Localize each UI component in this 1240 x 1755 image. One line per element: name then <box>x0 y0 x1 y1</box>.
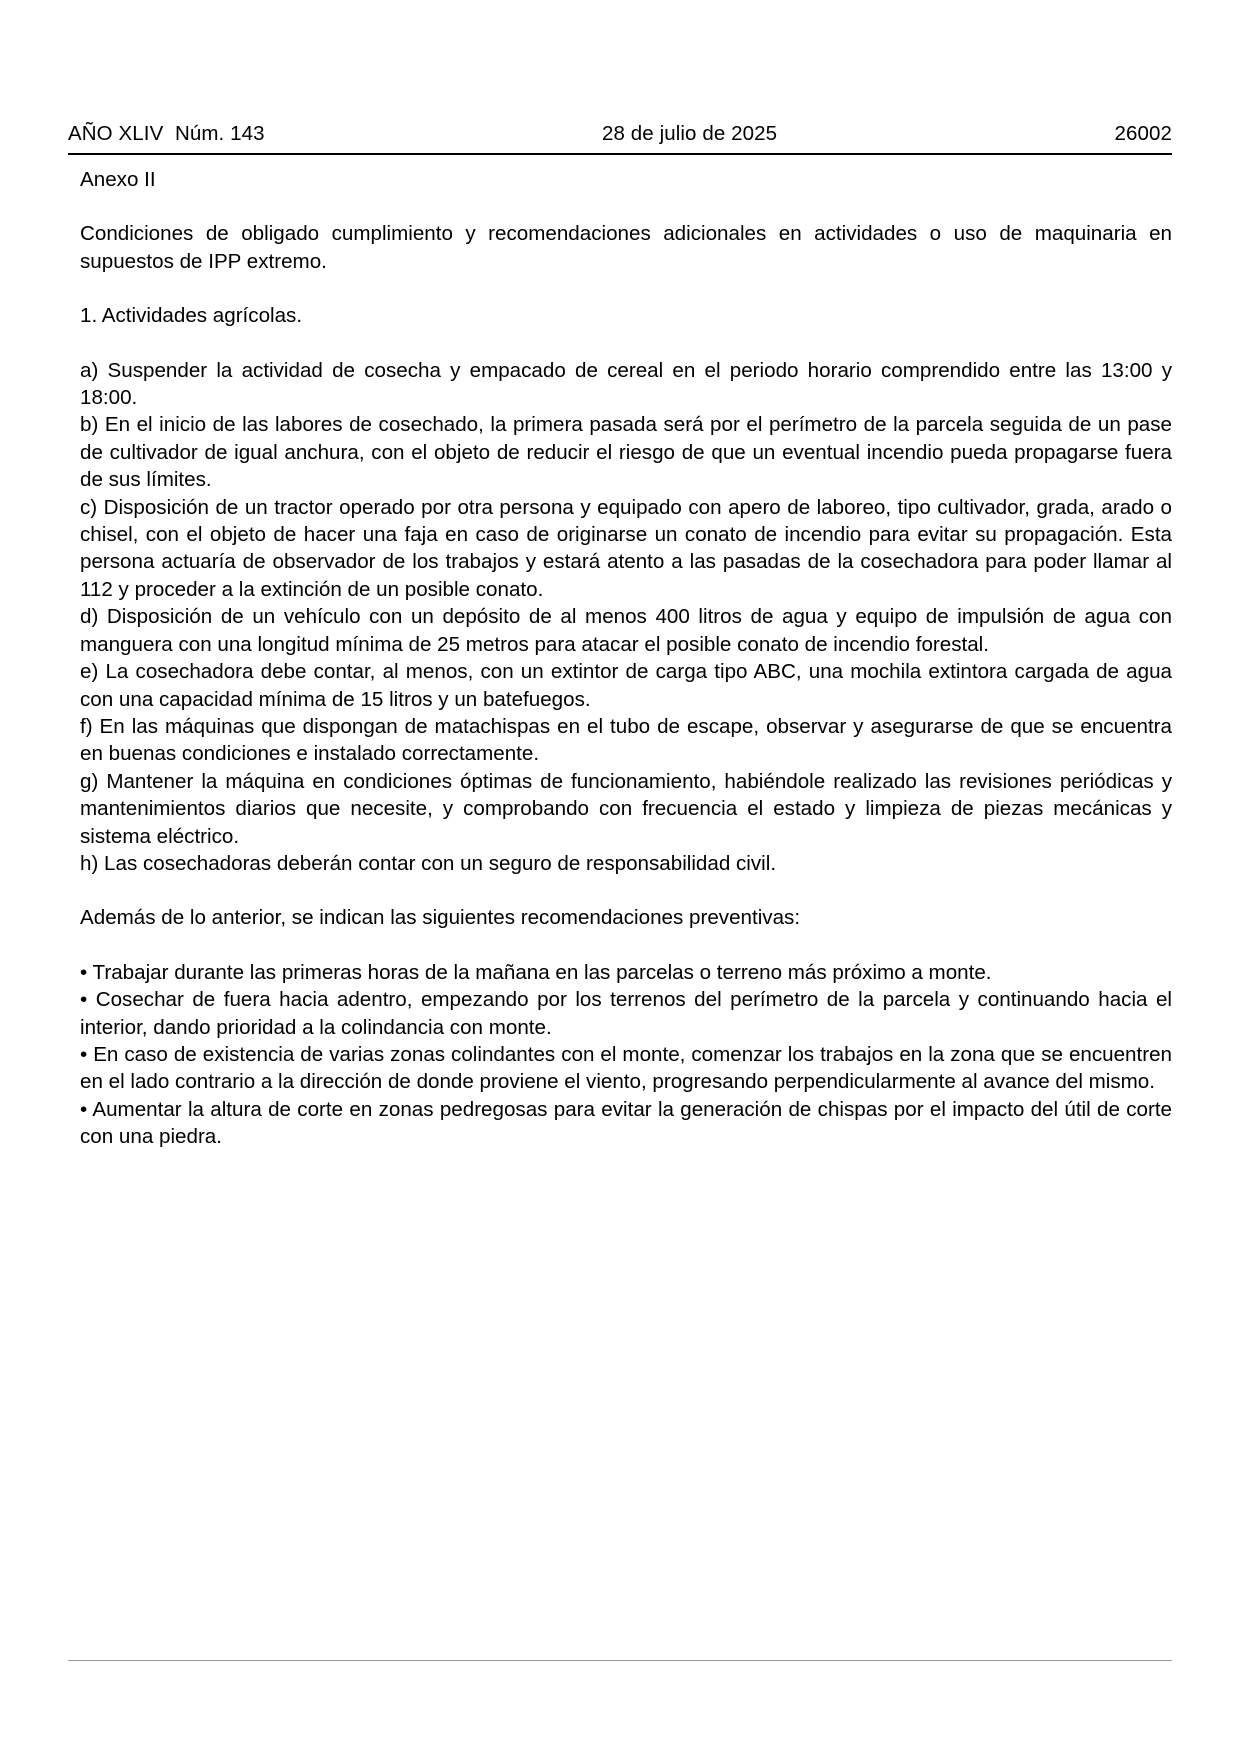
spacer <box>80 275 1172 302</box>
condition-item-a: a) Suspender la actividad de cosecha y empacado de cereal en el periodo horario comprendido entre las 13:00 y 18:00. <box>80 358 1172 410</box>
header-page-number: 26002 <box>1114 122 1172 145</box>
condition-item-g: g) Mantener la máquina en condiciones óptimas de funcionamiento, habiéndole realizado las revisiones periódicas y mantenimientos diarios que necesite, y comprobando con frecuencia el estado y limpieza de piezas mecánicas y sistema eléctrico. <box>80 769 1172 848</box>
condition-item-e: e) La cosechadora debe contar, al menos, con un extintor de carga tipo ABC, una mochila extintora cargada de agua con una capacidad mínima de 15 litros y un batefuegos. <box>80 660 1172 711</box>
condition-item-f: f) En las máquinas que dispongan de matachispas en el tubo de escape, observar y asegurarse de que se encuentra en buenas condiciones e instalado correctamente. <box>80 714 1172 766</box>
condition-item-h: h) Las cosechadoras deberán contar con un seguro de responsabilidad civil. <box>80 851 777 875</box>
condition-item-c: c) Disposición de un tractor operado por otra persona y equipado con apero de laboreo, tipo cultivador, grada, arado o chisel, con el objeto de hacer una faja en caso de originarse un conato de incendio para evitar su propagación. Esta persona actuaría de observador de los trabajos y estará atento a las pasadas de la cosechadora para poder llamar al 112 y proceder a la extinción de un posible conato. <box>80 495 1172 601</box>
recommendations-list <box>80 959 1172 1151</box>
conditions-list <box>80 357 1172 878</box>
header-divider <box>68 153 1172 155</box>
header-issue-label: AÑO XLIV Núm. 143 <box>68 122 265 145</box>
header-date-label: 28 de julio de 2025 <box>601 122 778 145</box>
intro-paragraph: Condiciones de obligado cumplimiento y recomendaciones adicionales en actividades o uso de maquinaria en supuestos de IPP extremo. <box>80 222 1172 273</box>
recommendation-item-1: • Trabajar durante las primeras horas de la mañana en las parcelas o terreno más próximo a monte. <box>80 960 992 984</box>
recommendation-item-2: • Cosechar de fuera hacia adentro, empezando por los terrenos del perímetro de la parcela y continuando hacia el interior, dando prioridad a la colindancia con monte. <box>80 988 1172 1039</box>
spacer <box>80 877 1172 904</box>
running-header <box>68 122 1172 146</box>
spacer <box>80 932 1172 959</box>
document-body <box>80 166 1172 1151</box>
recommendations-intro: Además de lo anterior, se indican las siguientes recomendaciones preventivas: <box>80 906 801 930</box>
recommendation-item-4: • Aumentar la altura de corte en zonas pedregosas para evitar la generación de chispas por el impacto del útil de corte con una piedra. <box>80 1097 1172 1149</box>
condition-item-d: d) Disposición de un vehículo con un depósito de al menos 400 litros de agua y equipo de impulsión de agua con manguera con una longitud mínima de 25 metros para atacar el posible conato de incendio forestal. <box>80 605 1172 656</box>
recommendation-item-3: • En caso de existencia de varias zonas colindantes con el monte, comenzar los trabajos en la zona que se encuentren en el lado contrario a la dirección de donde proviene el viento, progresando perpendicularmente al avance del mismo. <box>80 1042 1172 1094</box>
section-heading: 1. Actividades agrícolas. <box>80 304 303 328</box>
condition-item-b: b) En el inicio de las labores de cosechado, la primera pasada será por el perímetro de la parcela seguida de un pase de cultivador de igual anchura, con el objeto de reducir el riesgo de que un eventual incendio pueda propagarse fuera de sus límites. <box>80 413 1172 492</box>
spacer <box>80 330 1172 357</box>
footer-divider <box>68 1660 1172 1661</box>
annex-title: Anexo II <box>80 168 156 191</box>
spacer <box>80 193 1172 220</box>
